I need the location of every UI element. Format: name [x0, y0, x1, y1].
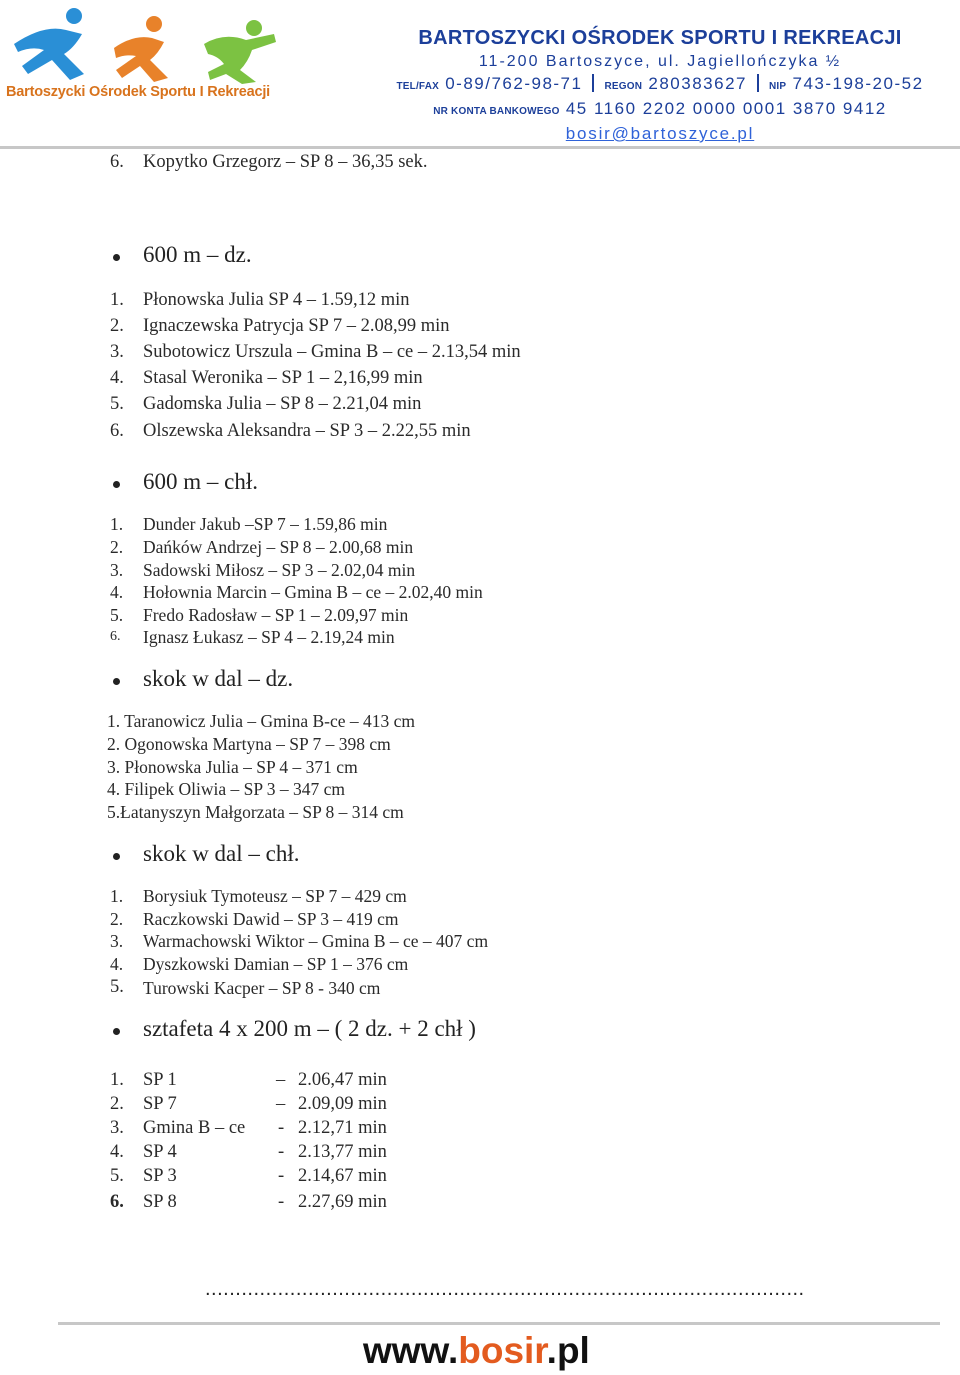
relay-time: 2.14,67 min	[298, 1166, 387, 1186]
footer-divider	[58, 1322, 940, 1325]
list-number: 3.	[110, 931, 124, 951]
list-item: Fredo Radosław – SP 1 – 2.09,97 min	[143, 605, 409, 625]
tel-label: TEL/FAX	[396, 81, 439, 92]
list-item: Turowski Kacper – SP 8 - 340 cm	[143, 978, 381, 998]
list-item: 3. Płonowska Julia – SP 4 – 371 cm	[107, 757, 358, 777]
list-item: Subotowicz Urszula – Gmina B – ce – 2.13,54 min	[143, 342, 521, 362]
section-title: 600 m – dz.	[143, 242, 252, 267]
list-item: 2. Ogonowska Martyna – SP 7 – 398 cm	[107, 734, 391, 754]
list-item: Ignasz Łukasz – SP 4 – 2.19,24 min	[143, 627, 395, 647]
list-number: 5.	[110, 605, 124, 625]
list-number: 3.	[110, 1118, 124, 1138]
list-number: 1.	[110, 1070, 124, 1090]
list-number: 4.	[110, 368, 124, 388]
nip-value: 743-198-20-52	[792, 74, 924, 93]
relay-separator: –	[276, 1070, 286, 1090]
list-item: Stasal Weronika – SP 1 – 2,16,99 min	[143, 368, 423, 388]
list-number: 4.	[110, 1142, 124, 1162]
section-title: sztafeta 4 x 200 m – ( 2 dz. + 2 chł )	[143, 1016, 476, 1041]
account-value: 45 1160 2202 0000 0001 3870 9412	[565, 99, 887, 118]
relay-time: 2.09,09 min	[298, 1094, 387, 1114]
list-item: Dyszkowski Damian – SP 1 – 376 cm	[143, 954, 409, 974]
relay-separator: -	[278, 1192, 285, 1212]
list-number: 5.	[110, 394, 124, 414]
relay-separator: -	[278, 1118, 285, 1138]
relay-team: SP 8	[143, 1192, 177, 1212]
bullet-icon	[113, 678, 120, 685]
relay-separator: –	[276, 1094, 286, 1114]
regon-value: 280383627	[648, 74, 747, 93]
list-item: Płonowska Julia SP 4 – 1.59,12 min	[143, 290, 410, 310]
relay-time: 2.06,47 min	[298, 1070, 387, 1090]
list-number: 6.	[110, 152, 124, 172]
regon-label: REGON	[604, 81, 643, 92]
relay-team: SP 1	[143, 1070, 177, 1090]
relay-separator: -	[278, 1166, 285, 1186]
list-item: Borysiuk Tymoteusz – SP 7 – 429 cm	[143, 886, 407, 906]
section-title: 600 m – chł.	[143, 469, 258, 494]
list-number: 1.	[110, 886, 124, 906]
list-number: 5.	[110, 977, 124, 997]
website-suffix: .pl	[546, 1330, 590, 1371]
list-number: 4.	[110, 582, 124, 602]
section-title: skok w dal – chł.	[143, 841, 300, 866]
logo-text: Bartoszycki Ośrodek Sportu I Rekreacji	[6, 84, 270, 100]
list-item: Olszewska Aleksandra – SP 3 – 2.22,55 min	[143, 421, 471, 441]
organization-header	[360, 26, 960, 145]
list-item: 1. Taranowicz Julia – Gmina B-ce – 413 cm	[107, 711, 416, 731]
list-number: 2.	[110, 316, 124, 336]
bullet-icon	[113, 853, 120, 860]
list-number: 3.	[110, 560, 124, 580]
list-number: 3.	[110, 342, 124, 362]
list-item: Sadowski Miłosz – SP 3 – 2.02,04 min	[143, 560, 416, 580]
relay-team: SP 4	[143, 1142, 177, 1162]
bullet-icon	[113, 481, 120, 488]
contact-row	[360, 73, 960, 98]
list-number: 4.	[110, 954, 124, 974]
account-row	[360, 98, 960, 123]
list-number: 6.	[110, 1192, 124, 1212]
email-link[interactable]: bosir@bartoszyce.pl	[565, 124, 755, 143]
relay-time: 2.12,71 min	[298, 1118, 387, 1138]
tel-value: 0-89/762-98-71	[445, 74, 583, 93]
list-item: Dunder Jakub –SP 7 – 1.59,86 min	[143, 514, 388, 534]
relay-team: SP 7	[143, 1094, 177, 1114]
list-number: 6.	[110, 421, 124, 441]
list-number: 2.	[110, 1094, 124, 1114]
organization-name: BARTOSZYCKI OŚRODEK SPORTU I REKREACJI	[418, 27, 902, 49]
organization-address: 11-200 Bartoszyce, ul. Jagiellończyka ½	[478, 53, 842, 70]
header-divider	[0, 146, 960, 149]
separator	[757, 74, 759, 92]
list-item: Dańków Andrzej – SP 8 – 2.00,68 min	[143, 537, 414, 557]
nip-label: NIP	[768, 81, 787, 92]
relay-separator: -	[278, 1142, 285, 1162]
list-item: 4. Filipek Oliwia – SP 3 – 347 cm	[107, 779, 346, 799]
list-number: 1.	[110, 290, 124, 310]
bullet-icon	[113, 1028, 120, 1035]
list-item: Gadomska Julia – SP 8 – 2.21,04 min	[143, 394, 422, 414]
website-prefix: www.	[363, 1330, 459, 1371]
list-item: Ignaczewska Patrycja SP 7 – 2.08,99 min	[143, 316, 450, 336]
website-link[interactable]	[363, 1330, 590, 1372]
list-number: 2.	[110, 909, 124, 929]
list-item: Kopytko Grzegorz – SP 8 – 36,35 sek.	[143, 152, 428, 172]
list-item: Warmachowski Wiktor – Gmina B – ce – 407 cm	[143, 931, 489, 951]
bullet-icon	[113, 254, 120, 261]
list-item: Hołownia Marcin – Gmina B – ce – 2.02,40 min	[143, 582, 483, 602]
list-number: 6.	[110, 629, 121, 644]
list-number: 2.	[110, 537, 124, 557]
list-number: 5.	[110, 1166, 124, 1186]
separator	[592, 74, 594, 92]
list-number: 1.	[110, 514, 124, 534]
website-brand: bosir	[458, 1330, 547, 1371]
list-item: 5.Łatanyszyn Małgorzata – SP 8 – 314 cm	[107, 802, 404, 822]
signature-dots: ...................................................................................................	[205, 1278, 805, 1300]
relay-time: 2.13,77 min	[298, 1142, 387, 1162]
section-title: skok w dal – dz.	[143, 666, 294, 691]
logo-figures-icon	[4, 4, 294, 84]
list-item: Raczkowski Dawid – SP 3 – 419 cm	[143, 909, 399, 929]
relay-team: Gmina B – ce	[143, 1118, 246, 1138]
relay-team: SP 3	[143, 1166, 177, 1186]
account-label: NR KONTA BANKOWEGO	[433, 106, 560, 117]
relay-time: 2.27,69 min	[298, 1192, 387, 1212]
